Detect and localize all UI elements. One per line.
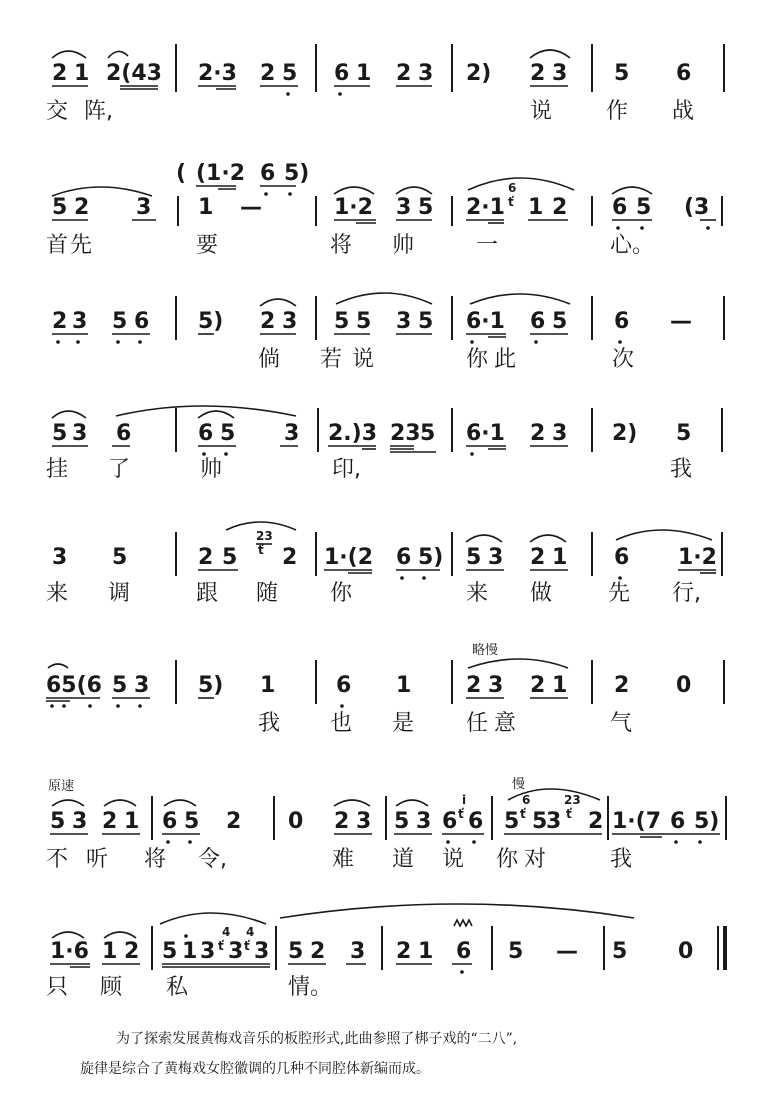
note: 3 [228, 939, 244, 964]
note: 1 [74, 61, 90, 86]
note: 5 [532, 809, 548, 834]
note: 5 [162, 939, 178, 964]
note: 2·3 [198, 61, 237, 86]
lyric: 私 [166, 975, 189, 1000]
lyric: 次 [612, 347, 635, 372]
grace-tie: ť [508, 195, 514, 209]
note: 5 [676, 421, 692, 446]
lyric: 道 [392, 847, 415, 872]
note: 5 [636, 195, 652, 220]
grace-note: 6 [522, 793, 531, 807]
lyric: 此 [494, 347, 517, 372]
grace-note: 4 [222, 925, 231, 939]
note: 1 [528, 195, 544, 220]
note: 1 [552, 545, 568, 570]
lyric: 心。 [610, 233, 655, 258]
note: 1·(7 [612, 809, 662, 834]
score-row-6 [46, 642, 724, 736]
lyric: 你 [330, 581, 353, 606]
lyric: 阵, [84, 99, 113, 124]
note: 5 [220, 421, 236, 446]
note: 6 [162, 809, 178, 834]
note: 3 [488, 545, 504, 570]
note: 6·1 [466, 421, 505, 446]
note: 2.)3 [328, 421, 378, 446]
note: 6 [336, 673, 352, 698]
note: 1·(2 [324, 545, 374, 570]
note: 3 [552, 61, 568, 86]
note: 2 [124, 939, 140, 964]
tempo-marking: 略慢 [472, 643, 499, 658]
note: 1 [198, 195, 214, 220]
lyric: 我 [670, 457, 693, 482]
note: 5 [288, 939, 304, 964]
lyric: 我 [610, 847, 633, 872]
note: 5 [52, 421, 68, 446]
note: 2·1 [466, 195, 505, 220]
note: 3 [136, 195, 152, 220]
note: (1·2 [196, 161, 246, 186]
note: 3 [350, 939, 366, 964]
note: 5) [198, 673, 224, 698]
grace-note: i [462, 793, 467, 807]
note: 1 [124, 809, 140, 834]
note: 2 [52, 309, 68, 334]
note: 6 [442, 809, 458, 834]
note: 3 [396, 309, 412, 334]
lyric: 也 [330, 711, 353, 736]
note: 5 [112, 673, 128, 698]
note: 5 [282, 61, 298, 86]
note: 2 [260, 309, 276, 334]
lyric: 说 [442, 847, 465, 872]
footnote-line-1: 为了探索发展黄梅戏音乐的板腔形式,此曲参照了梆子戏的“二八”, [116, 1031, 518, 1047]
note: 2 [396, 939, 412, 964]
lyric: 你 [496, 847, 519, 872]
note: 2 [530, 61, 546, 86]
note: 1 [396, 673, 412, 698]
lyric: 战 [672, 99, 695, 124]
note: 3 [52, 545, 68, 570]
note: 3 [72, 309, 88, 334]
note: 5) [284, 161, 310, 186]
lyric: 跟 [196, 581, 219, 606]
lyric: 挂 [46, 457, 69, 482]
grace-note: 6 [508, 181, 517, 195]
note: 6 [614, 545, 630, 570]
grace-tie: ť [244, 939, 250, 953]
note: 5 [112, 309, 128, 334]
note: 6 [614, 309, 630, 334]
lyric: 情。 [288, 975, 333, 1000]
lyric: 帅 [392, 233, 415, 258]
note: 23 [390, 421, 421, 446]
note: 0 [676, 673, 692, 698]
note: 1·2 [678, 545, 717, 570]
lyric: 将 [144, 847, 167, 872]
lyric: 令, [198, 847, 227, 872]
grace-note: 23 [564, 793, 581, 807]
note: 1 [418, 939, 434, 964]
note: 3 [72, 809, 88, 834]
tempo-marking: 原速 [48, 779, 75, 794]
note: 6 [134, 309, 150, 334]
lyric: 来 [46, 581, 69, 606]
lyric: 任 [466, 711, 489, 736]
note: 2 [260, 61, 276, 86]
grace-note: 23 [256, 529, 273, 543]
note: 5 [466, 545, 482, 570]
note: 5 [222, 545, 238, 570]
note: 2 [396, 61, 412, 86]
lyric: 要 [196, 233, 219, 258]
note: 6 [530, 309, 546, 334]
note: 5 [612, 939, 628, 964]
note: 6 [456, 939, 472, 964]
lyric: 调 [108, 581, 131, 606]
lyric: 气 [610, 711, 633, 736]
note: 3 [282, 309, 298, 334]
note: 2 [74, 195, 90, 220]
lyric: 是 [392, 711, 415, 736]
note: 5) [418, 545, 444, 570]
grace-tie: ť [458, 807, 464, 821]
note: 2 [334, 809, 350, 834]
note: 2(43 [106, 61, 162, 86]
note: 2 [310, 939, 326, 964]
lyric: 对 [524, 847, 547, 872]
lyric: 你 [466, 347, 489, 372]
note: 6 [676, 61, 692, 86]
note: 1·2 [334, 195, 373, 220]
note: 5 [420, 421, 436, 446]
lyric: 了 [108, 457, 131, 482]
note: ( [176, 161, 187, 186]
footnote [80, 1024, 740, 1084]
note: 1 [182, 939, 198, 964]
lyric: 帅 [200, 457, 223, 482]
note: 1 [260, 673, 276, 698]
note: 6 [612, 195, 628, 220]
note: 3 [356, 809, 372, 834]
note: 2 [530, 421, 546, 446]
note: 3 [552, 421, 568, 446]
lyric: 一 [476, 233, 499, 258]
note: — [240, 195, 262, 220]
note: 5 [52, 195, 68, 220]
lyric: 先 [608, 581, 631, 606]
note: 5 [50, 809, 66, 834]
tempo-marking: 慢 [512, 777, 526, 792]
note: 1 [552, 673, 568, 698]
lyric: 作 [606, 99, 629, 124]
score-row-7 [46, 776, 726, 872]
lyric: 听 [86, 847, 109, 872]
note: 6 [116, 421, 132, 446]
note: 2) [612, 421, 638, 446]
note: 3 [396, 195, 412, 220]
score-row-2 [46, 161, 722, 258]
grace-tie: ť [218, 939, 224, 953]
note: 2 [552, 195, 568, 220]
note: 6 [468, 809, 484, 834]
note: 3 [284, 421, 300, 446]
note: 5 [418, 195, 434, 220]
lyric: 首 [46, 233, 69, 258]
note: 2 [226, 809, 242, 834]
note: 6 [396, 545, 412, 570]
note: 2 [52, 61, 68, 86]
lyric: 来 [466, 581, 489, 606]
note: 65(6 [46, 673, 102, 698]
note: 3 [416, 809, 432, 834]
grace-tie: ť [258, 543, 264, 557]
lyric: 随 [256, 581, 279, 606]
note: 6 [198, 421, 214, 446]
note: 2 [530, 545, 546, 570]
note: 2 [530, 673, 546, 698]
note: 2 [282, 545, 298, 570]
lyric: 倘 [258, 347, 281, 372]
note: 6 [334, 61, 350, 86]
lyric: 将 [330, 233, 353, 258]
lyric: 顾 [100, 975, 123, 1000]
grace-note: 4 [246, 925, 255, 939]
lyric: 不 [46, 847, 69, 872]
note: 2 [466, 673, 482, 698]
note: — [556, 939, 578, 964]
note: (3 [684, 195, 710, 220]
note: 5 [394, 809, 410, 834]
note: 5 [356, 309, 372, 334]
note: 6 [260, 161, 276, 186]
note: 3 [418, 61, 434, 86]
grace-tie: ť [520, 807, 526, 821]
note: 2 [614, 673, 630, 698]
score-row-5 [46, 522, 722, 606]
note: 5 [184, 809, 200, 834]
note: 5) [198, 309, 224, 334]
note: 5) [694, 809, 720, 834]
note: 5 [552, 309, 568, 334]
footnote-line-2: 旋律是综合了黄梅戏女腔徽调的几种不同腔体新编而成。 [80, 1061, 430, 1077]
note: 5 [112, 545, 128, 570]
note: 2 [588, 809, 604, 834]
note: 2 [102, 809, 118, 834]
grace-tie: ť [566, 807, 572, 821]
note: 5 [508, 939, 524, 964]
note: 3 [488, 673, 504, 698]
score-row-8 [46, 904, 725, 1000]
note: — [670, 309, 692, 334]
note: 0 [678, 939, 694, 964]
note: 6·1 [466, 309, 505, 334]
lyric: 先 [70, 233, 93, 258]
lyric: 意 [494, 711, 517, 736]
note: 1 [356, 61, 372, 86]
note: 3 [72, 421, 88, 446]
score-row-4 [46, 406, 722, 482]
lyric: 只 [46, 975, 69, 1000]
note: 1 [102, 939, 118, 964]
note: 3 [546, 809, 562, 834]
note: 5 [334, 309, 350, 334]
lyric: 难 [332, 847, 355, 872]
lyric: 行, [672, 581, 701, 606]
note: 2 [198, 545, 214, 570]
score-row-1 [46, 44, 724, 124]
score-row-3 [52, 293, 724, 372]
note: 3 [200, 939, 216, 964]
lyric: 说 [352, 347, 375, 372]
note: 3 [254, 939, 270, 964]
lyric: 做 [530, 581, 553, 606]
note: 2) [466, 61, 492, 86]
lyric: 交 [46, 99, 69, 124]
lyric: 印, [332, 457, 361, 482]
note: 6 [670, 809, 686, 834]
note: 0 [288, 809, 304, 834]
note: 5 [418, 309, 434, 334]
note: 5 [504, 809, 520, 834]
lyric: 我 [258, 711, 281, 736]
lyric: 说 [530, 99, 553, 124]
note: 3 [134, 673, 150, 698]
lyric: 若 [320, 347, 343, 372]
note: 5 [614, 61, 630, 86]
note: 1·6 [50, 939, 89, 964]
